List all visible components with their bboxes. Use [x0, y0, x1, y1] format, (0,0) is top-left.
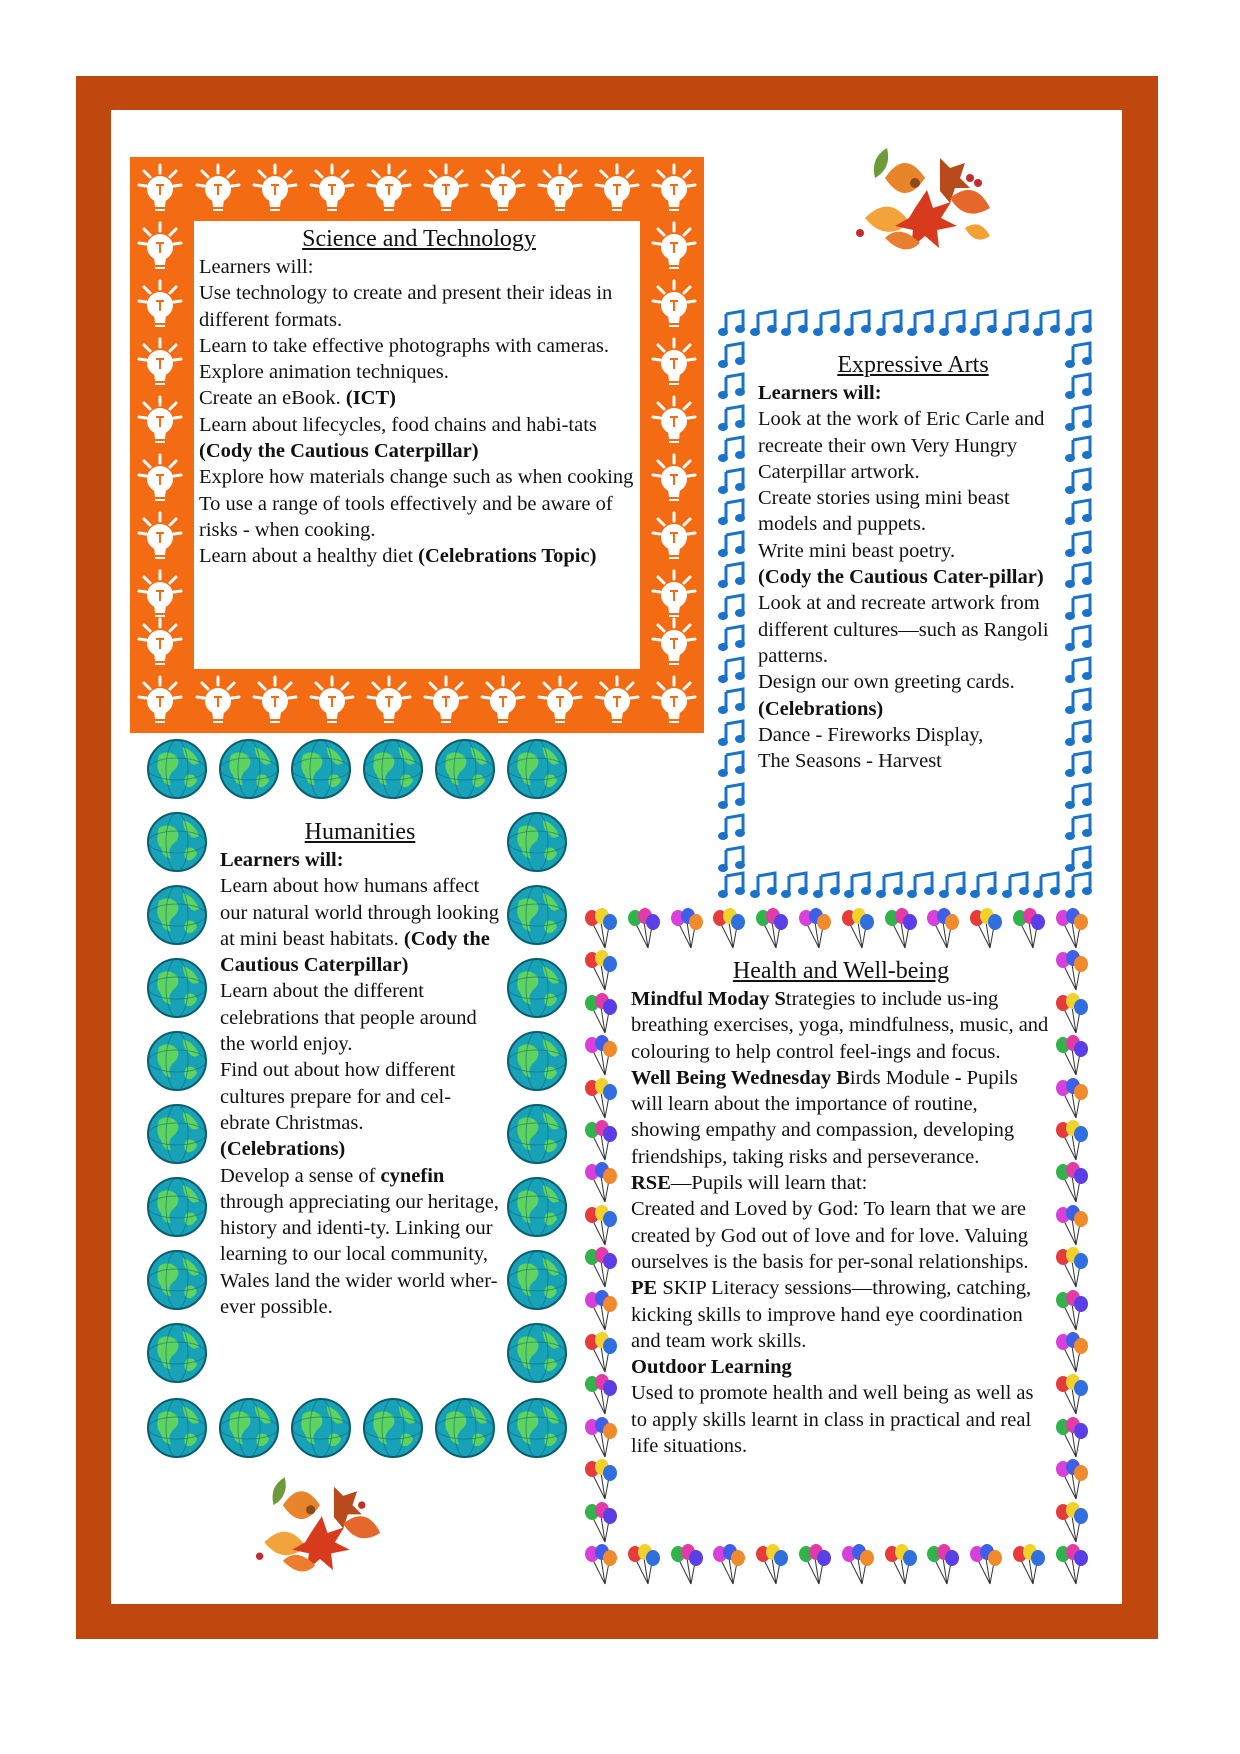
health-title: Health and Well-being — [732, 958, 950, 984]
balloon-icon — [1052, 1544, 1092, 1588]
music-note-icon — [717, 781, 747, 811]
music-note-icon — [1064, 718, 1094, 748]
globe-icon — [145, 1175, 209, 1239]
lightbulb-icon — [479, 161, 527, 217]
music-note-icon — [717, 870, 747, 900]
balloon-icon — [838, 1544, 878, 1588]
globe-icon — [505, 810, 569, 874]
arts-line: Look at and recreate artwork from different cultures—such as Rangoli patterns. — [758, 592, 1049, 667]
arts-line: Design our own greeting cards. — [758, 671, 1015, 694]
globe-icon — [145, 1029, 209, 1093]
arts-line: (Celebrations) — [758, 697, 884, 720]
humanities-para-4: Develop a sense of cynefin through appreciating our heritage, history and identi-ty. Linking our learning to our local community, Wales land the wider world wher-ever possible. — [220, 1164, 499, 1319]
balloon-icon — [795, 908, 835, 952]
science-line: Learners will: — [199, 256, 314, 278]
globe-icon — [505, 1102, 569, 1166]
lightbulb-icon — [650, 335, 698, 391]
balloon-icon — [966, 1544, 1006, 1588]
science-line: To use a range of tools effectively and be aware of risks - when cooking. — [199, 492, 613, 541]
science-technology-panel — [130, 157, 704, 733]
globe-icon — [145, 1102, 209, 1166]
music-note-icon — [1064, 655, 1094, 685]
globe-icon — [505, 883, 569, 947]
balloon-icon — [752, 1544, 792, 1588]
lightbulb-icon — [536, 673, 584, 729]
arts-title: Expressive Arts — [837, 352, 989, 378]
lightbulb-icon — [650, 615, 698, 671]
globe-icon — [145, 883, 209, 947]
lightbulb-icon — [365, 161, 413, 217]
music-note-icon — [717, 497, 747, 527]
health-outdoor: Used to promote health and well being as well as to apply skills learnt in class in practical and real life situations. — [631, 1382, 1034, 1458]
music-note-icon — [1064, 686, 1094, 716]
globe-icon — [289, 737, 353, 801]
science-line: Learn to take effective photographs with cameras. — [199, 334, 610, 357]
music-note-icon — [717, 371, 747, 401]
lightbulb-icon — [536, 161, 584, 217]
balloon-icon — [581, 1162, 621, 1206]
music-note-icon — [1064, 749, 1094, 779]
lightbulb-icon — [194, 161, 242, 217]
lightbulb-icon — [136, 393, 184, 449]
music-note-icon — [1064, 781, 1094, 811]
humanities-para-3: Find out about how different cultures prepare for and cel-ebrate Christmas. — [220, 1059, 456, 1134]
science-line: Use technology to create and present their ideas in different formats. — [199, 282, 613, 331]
lightbulb-icon — [593, 673, 641, 729]
music-note-icon — [717, 844, 747, 874]
music-note-icon — [780, 870, 810, 900]
balloon-icon — [667, 908, 707, 952]
balloon-icon — [881, 1544, 921, 1588]
music-note-icon — [1064, 308, 1094, 338]
globe-icon — [361, 737, 425, 801]
music-note-icon — [1064, 812, 1094, 842]
balloon-icon — [709, 908, 749, 952]
globe-icon — [433, 737, 497, 801]
music-note-icon — [1064, 623, 1094, 653]
balloon-icon — [1052, 1078, 1092, 1122]
globe-icon — [505, 1175, 569, 1239]
balloon-icon — [1052, 1417, 1092, 1461]
globe-icon — [433, 1396, 497, 1460]
music-note-icon — [812, 870, 842, 900]
music-note-icon — [717, 434, 747, 464]
music-note-icon — [875, 308, 905, 338]
music-note-icon — [717, 812, 747, 842]
health-mindful: Mindful Moday Strategies to include us-ing breathing exercises, yoga, mindfulness, music, and colouring to help control feel-ings and focus. — [631, 988, 1049, 1063]
science-content — [199, 224, 639, 570]
health-wellbeing-panel — [581, 908, 1098, 1588]
lightbulb-icon — [136, 219, 184, 275]
music-note-icon — [1032, 308, 1062, 338]
balloon-icon — [581, 1035, 621, 1079]
humanities-panel — [145, 737, 575, 1460]
lightbulb-icon — [479, 673, 527, 729]
balloon-icon — [581, 993, 621, 1037]
humanities-learners: Learners will: — [220, 849, 344, 871]
music-note-icon — [1064, 592, 1094, 622]
arts-line: Look at the work of Eric Carle and recreate their own Very Hungry Caterpillar artwork. — [758, 408, 1045, 483]
music-note-icon — [1064, 870, 1094, 900]
lightbulb-icon — [650, 219, 698, 275]
music-note-icon — [717, 466, 747, 496]
health-wellbeing: Well Being Wednesday Birds Module - Pupils will learn about the importance of routine, showing empathy and compassion, developing friendships, taking risks and perseverance. — [631, 1066, 1018, 1168]
music-note-icon — [1032, 870, 1062, 900]
lightbulb-icon — [650, 509, 698, 565]
science-line: Explore how materials change such as when cooking — [199, 466, 634, 489]
music-note-icon — [717, 623, 747, 653]
lightbulb-icon — [650, 277, 698, 333]
music-note-icon — [843, 870, 873, 900]
globe-icon — [289, 1396, 353, 1460]
globe-icon — [145, 810, 209, 874]
music-note-icon — [1064, 466, 1094, 496]
lightbulb-icon — [650, 161, 698, 217]
balloon-icon — [966, 908, 1006, 952]
humanities-para-3-bold: (Celebrations) — [220, 1138, 346, 1161]
music-note-icon — [875, 870, 905, 900]
balloon-icon — [581, 1205, 621, 1249]
balloon-icon — [1052, 1502, 1092, 1546]
balloon-icon — [581, 1332, 621, 1376]
music-note-icon — [1064, 434, 1094, 464]
health-rse-detail: Created and Loved by God: To learn that we are created by God out of love and for love. Valuing ourselves is the basis for per-sonal relationships. — [631, 1198, 1029, 1273]
music-note-icon — [749, 870, 779, 900]
music-note-icon — [812, 308, 842, 338]
health-content — [631, 956, 1051, 1459]
arts-content — [758, 350, 1068, 774]
music-note-icon — [749, 308, 779, 338]
lightbulb-icon — [194, 673, 242, 729]
globe-icon — [505, 1029, 569, 1093]
music-note-icon — [1064, 529, 1094, 559]
globe-icon — [505, 1321, 569, 1385]
balloon-icon — [581, 1290, 621, 1334]
balloon-icon — [1052, 1162, 1092, 1206]
lightbulb-icon — [136, 335, 184, 391]
science-line: Create an eBook. (ICT) — [199, 387, 396, 410]
lightbulb-icon — [422, 673, 470, 729]
globe-icon — [217, 737, 281, 801]
arts-line: Dance - Fireworks Display, — [758, 723, 984, 746]
music-note-icon — [717, 560, 747, 590]
balloon-icon — [1052, 950, 1092, 994]
music-note-icon — [717, 529, 747, 559]
balloon-icon — [923, 908, 963, 952]
balloon-icon — [1052, 1247, 1092, 1291]
globe-icon — [361, 1396, 425, 1460]
balloon-icon — [752, 908, 792, 952]
balloon-icon — [838, 908, 878, 952]
music-note-icon — [938, 870, 968, 900]
music-note-icon — [780, 308, 810, 338]
globe-icon — [505, 1396, 569, 1460]
balloon-icon — [581, 1078, 621, 1122]
arts-line: Write mini beast poetry. — [758, 539, 956, 562]
music-note-icon — [843, 308, 873, 338]
balloon-icon — [581, 950, 621, 994]
humanities-para-2: Learn about the different celebrations that people around the world enjoy. — [220, 980, 477, 1056]
balloon-icon — [709, 1544, 749, 1588]
globe-icon — [145, 956, 209, 1020]
balloon-icon — [667, 1544, 707, 1588]
music-note-icon — [969, 308, 999, 338]
music-note-icon — [906, 870, 936, 900]
balloon-icon — [581, 1417, 621, 1461]
health-outdoor-title: Outdoor Learning — [631, 1356, 792, 1379]
lightbulb-icon — [136, 277, 184, 333]
lightbulb-icon — [365, 673, 413, 729]
globe-icon — [217, 1396, 281, 1460]
music-note-icon — [1064, 371, 1094, 401]
globe-icon — [505, 737, 569, 801]
globe-icon — [145, 737, 209, 801]
music-note-icon — [1064, 560, 1094, 590]
music-note-icon — [1064, 403, 1094, 433]
balloon-icon — [581, 1120, 621, 1164]
globe-icon — [145, 1321, 209, 1385]
music-note-icon — [1064, 497, 1094, 527]
health-rse: RSE—Pupils will learn that: — [631, 1172, 868, 1195]
music-note-icon — [717, 340, 747, 370]
balloon-icon — [624, 1544, 664, 1588]
balloon-icon — [581, 1544, 621, 1588]
arts-line: Learners will: — [758, 382, 882, 404]
lightbulb-icon — [593, 161, 641, 217]
lightbulb-icon — [650, 451, 698, 507]
music-note-icon — [717, 308, 747, 338]
balloon-icon — [581, 1247, 621, 1291]
balloon-icon — [581, 1459, 621, 1503]
balloon-icon — [1052, 908, 1092, 952]
lightbulb-icon — [136, 161, 184, 217]
balloon-icon — [1052, 1205, 1092, 1249]
globe-icon — [145, 1396, 209, 1460]
arts-line: Create stories using mini beast models and puppets. — [758, 487, 1010, 536]
lightbulb-icon — [308, 161, 356, 217]
globe-icon — [505, 1248, 569, 1312]
music-note-icon — [938, 308, 968, 338]
balloon-icon — [795, 1544, 835, 1588]
music-note-icon — [717, 592, 747, 622]
humanities-para-1: Learn about how humans affect our natural world through looking at mini beast habitats. (Cody the Cautious Caterpillar) — [220, 875, 499, 977]
balloon-icon — [581, 1502, 621, 1546]
science-line: Learn about a healthy diet (Celebrations Topic) — [199, 545, 597, 568]
lightbulb-icon — [308, 673, 356, 729]
arts-line: (Cody the Cautious Cater-pillar) — [758, 566, 1044, 589]
lightbulb-icon — [136, 451, 184, 507]
balloon-icon — [1009, 908, 1049, 952]
autumn-leaves-icon — [845, 138, 1005, 278]
lightbulb-icon — [136, 673, 184, 729]
autumn-leaves-icon — [245, 1468, 395, 1598]
balloon-icon — [881, 908, 921, 952]
expressive-arts-panel — [715, 308, 1095, 902]
lightbulb-icon — [422, 161, 470, 217]
music-note-icon — [906, 308, 936, 338]
balloon-icon — [1052, 993, 1092, 1037]
science-line: Learn about lifecycles, food chains and habi-tats (Cody the Cautious Caterpillar) — [199, 413, 597, 463]
music-note-icon — [717, 718, 747, 748]
globe-icon — [505, 956, 569, 1020]
music-note-icon — [1064, 340, 1094, 370]
balloon-icon — [1009, 1544, 1049, 1588]
lightbulb-icon — [251, 673, 299, 729]
music-note-icon — [969, 870, 999, 900]
humanities-content — [220, 817, 500, 1320]
music-note-icon — [717, 403, 747, 433]
music-note-icon — [717, 686, 747, 716]
globe-icon — [145, 1248, 209, 1312]
balloon-icon — [1052, 1332, 1092, 1376]
music-note-icon — [717, 655, 747, 685]
music-note-icon — [1001, 870, 1031, 900]
balloon-icon — [1052, 1290, 1092, 1334]
health-pe: PE SKIP Literacy sessions—throwing, catching, kicking skills to improve hand eye coordination and team work skills. — [631, 1277, 1032, 1352]
lightbulb-icon — [650, 393, 698, 449]
balloon-icon — [1052, 1459, 1092, 1503]
science-line: Explore animation techniques. — [199, 361, 449, 384]
balloon-icon — [1052, 1374, 1092, 1418]
science-title: Science and Technology — [302, 226, 536, 252]
balloon-icon — [923, 1544, 963, 1588]
lightbulb-icon — [136, 615, 184, 671]
music-note-icon — [717, 749, 747, 779]
balloon-icon — [1052, 1035, 1092, 1079]
balloon-icon — [581, 908, 621, 952]
lightbulb-icon — [650, 673, 698, 729]
lightbulb-icon — [136, 509, 184, 565]
music-note-icon — [1064, 844, 1094, 874]
lightbulb-icon — [251, 161, 299, 217]
humanities-title: Humanities — [304, 819, 416, 845]
arts-line: The Seasons - Harvest — [758, 750, 942, 773]
balloon-icon — [1052, 1120, 1092, 1164]
balloon-icon — [624, 908, 664, 952]
balloon-icon — [581, 1374, 621, 1418]
music-note-icon — [1001, 308, 1031, 338]
